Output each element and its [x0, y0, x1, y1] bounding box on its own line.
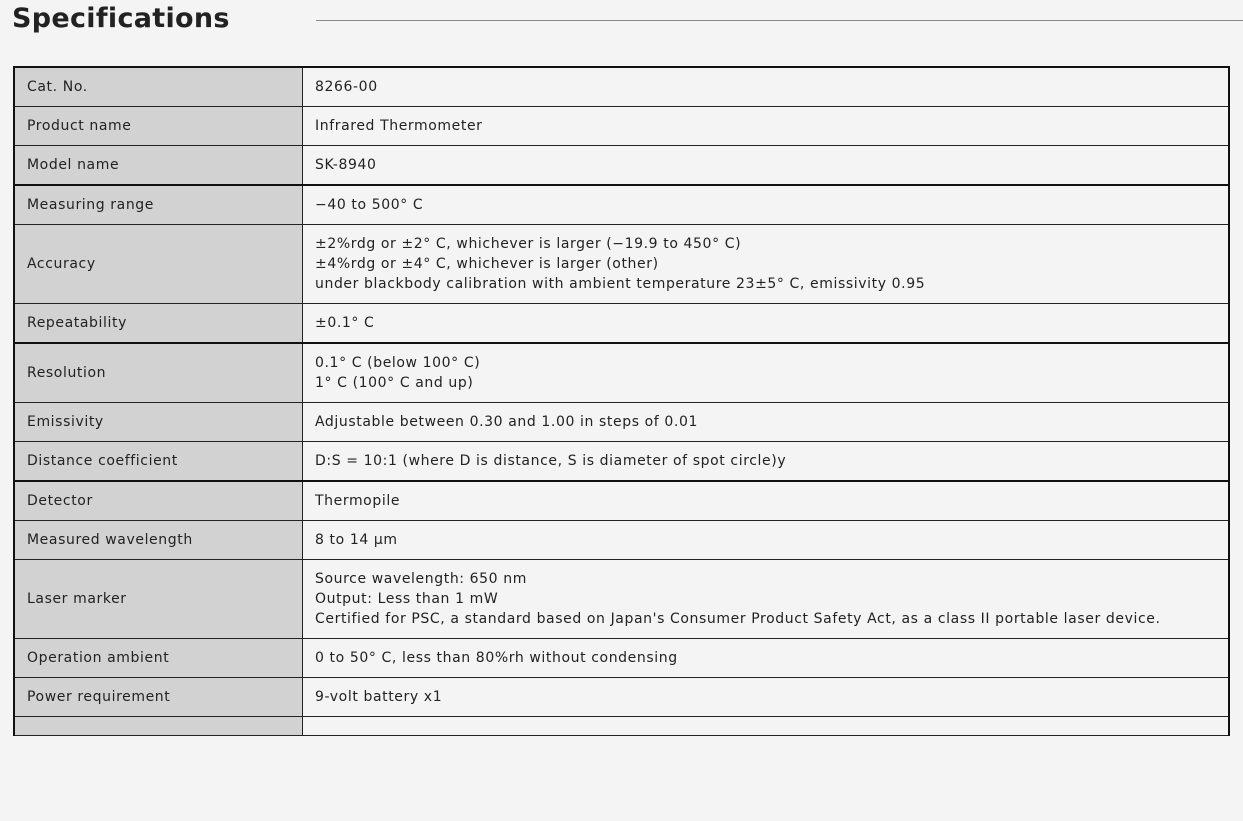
spec-label: Measuring range — [14, 185, 303, 225]
spec-row-operation-ambient — [14, 639, 1229, 678]
spec-row-laser-marker — [14, 560, 1229, 639]
spec-label: Model name — [14, 146, 303, 186]
spec-value-line: SK-8940 — [315, 157, 377, 173]
spec-label: Laser marker — [14, 560, 303, 639]
specifications-table — [13, 66, 1230, 736]
page-header — [0, 0, 1243, 50]
spec-value-line: 0 to 50° C, less than 80%rh without condensing — [315, 650, 678, 666]
spec-row-product-name — [14, 107, 1229, 146]
spec-value-line: 1° C (100° C and up) — [315, 375, 474, 391]
spec-row-cat-no — [14, 67, 1229, 107]
spec-row-accuracy — [14, 225, 1229, 304]
spec-row-emissivity — [14, 403, 1229, 442]
spec-value-line: under blackbody calibration with ambient temperature 23±5° C, emissivity 0.95 — [315, 276, 926, 292]
spec-value-line: ±0.1° C — [315, 315, 375, 331]
spec-label: Repeatability — [14, 304, 303, 344]
spec-value — [303, 67, 1230, 107]
spec-value-line: Source wavelength: 650 nm — [315, 571, 527, 587]
spec-value — [303, 343, 1230, 403]
spec-row-model-name — [14, 146, 1229, 186]
spec-value — [303, 107, 1230, 146]
spec-row-distance-coefficient — [14, 442, 1229, 482]
spec-value-line: ±4%rdg or ±4° C, whichever is larger (other) — [315, 256, 659, 272]
spec-value-line: ±2%rdg or ±2° C, whichever is larger (−19.9 to 450° C) — [315, 236, 742, 252]
spec-label: Emissivity — [14, 403, 303, 442]
spec-value — [303, 678, 1230, 717]
spec-value — [303, 225, 1230, 304]
spec-row-resolution — [14, 343, 1229, 403]
spec-label — [14, 717, 303, 736]
page-title: Specifications — [12, 3, 230, 34]
spec-label: Measured wavelength — [14, 521, 303, 560]
spec-value-line: D:S = 10:1 (where D is distance, S is diameter of spot circle)y — [315, 453, 787, 469]
spec-label: Detector — [14, 481, 303, 521]
spec-value-line: Thermopile — [315, 493, 401, 509]
spec-row-measured-wavelength — [14, 521, 1229, 560]
spec-row-detector — [14, 481, 1229, 521]
spec-value-line: 8 to 14 μm — [315, 532, 398, 548]
spec-label: Operation ambient — [14, 639, 303, 678]
spec-value-line: Adjustable between 0.30 and 1.00 in steps of 0.01 — [315, 414, 698, 430]
spec-label: Distance coefficient — [14, 442, 303, 482]
spec-value — [303, 521, 1230, 560]
spec-value — [303, 185, 1230, 225]
spec-value — [303, 403, 1230, 442]
spec-value-line: 9-volt battery x1 — [315, 689, 443, 705]
spec-label: Resolution — [14, 343, 303, 403]
spec-label: Accuracy — [14, 225, 303, 304]
spec-label: Cat. No. — [14, 67, 303, 107]
spec-row-cut-off — [14, 717, 1229, 736]
spec-row-measuring-range — [14, 185, 1229, 225]
spec-label: Product name — [14, 107, 303, 146]
spec-value-line: Output: Less than 1 mW — [315, 591, 499, 607]
spec-label: Power requirement — [14, 678, 303, 717]
spec-value — [303, 146, 1230, 186]
spec-value-line: Certified for PSC, a standard based on Japan's Consumer Product Safety Act, as a class II portable laser device. — [315, 611, 1161, 627]
spec-row-power-requirement — [14, 678, 1229, 717]
spec-value-line: 8266-00 — [315, 79, 378, 95]
title-divider — [316, 20, 1243, 21]
spec-value — [303, 717, 1230, 736]
spec-value — [303, 442, 1230, 482]
spec-row-repeatability — [14, 304, 1229, 344]
spec-value — [303, 304, 1230, 344]
spec-value-line: Infrared Thermometer — [315, 118, 483, 134]
spec-value-line: −40 to 500° C — [315, 197, 424, 213]
spec-value-line: 0.1° C (below 100° C) — [315, 355, 481, 371]
spec-value — [303, 481, 1230, 521]
spec-value — [303, 639, 1230, 678]
spec-value — [303, 560, 1230, 639]
